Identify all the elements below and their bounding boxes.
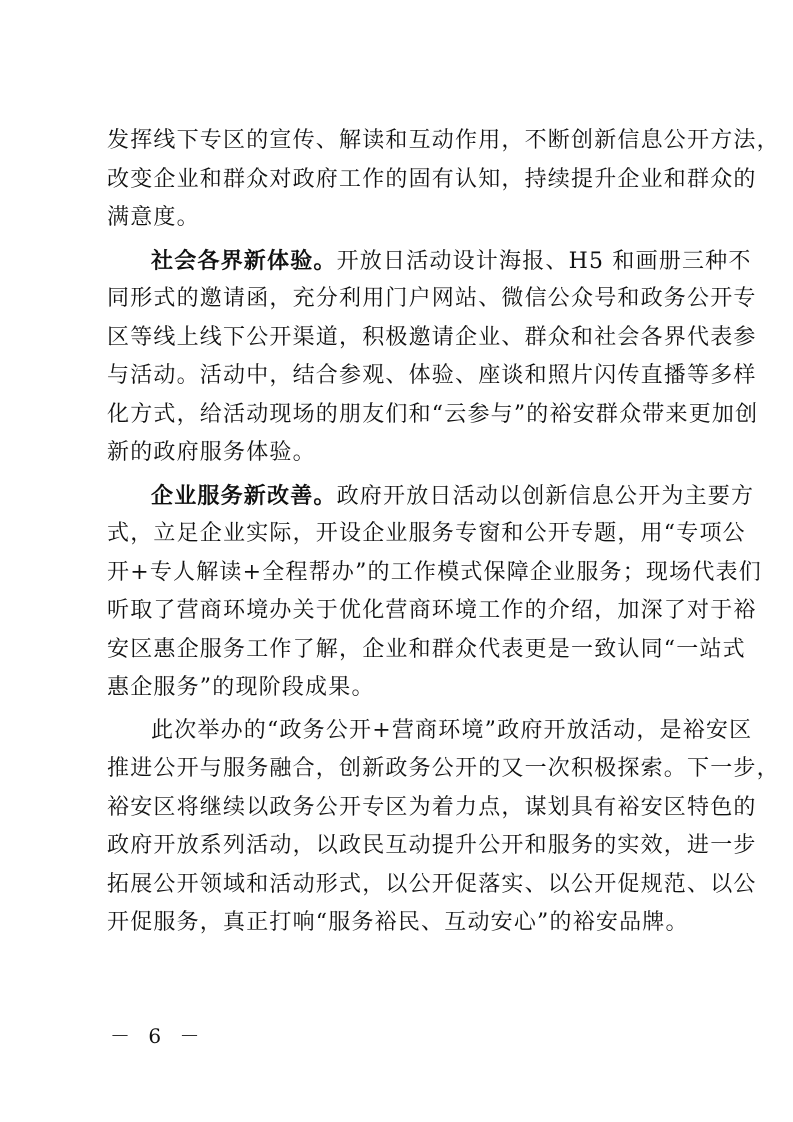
paragraph-3-line-1-text: 政府开放日活动以创新信息公开为主要方: [336, 483, 755, 509]
document-body: [107, 122, 780, 943]
paragraph-4-line-4: 政府开放系列活动，以政民互动提升公开和服务的实效，进一步: [107, 833, 757, 858]
paragraph-3-line-4: 听取了营商环境办关于优化营商环境工作的介绍，加深了对于裕: [107, 598, 757, 623]
paragraph-4-line-5: 拓展公开领域和活动形式，以公开促落实、以公开促规范、以公: [107, 871, 757, 897]
paragraph-1-line-1: 发挥线下专区的宣传、解读和互动作用，不断创新信息公开方法，: [107, 128, 780, 153]
paragraph-3-line-1: [107, 477, 755, 516]
paragraph-3-line-2: 式，立足企业实际，开设企业服务专窗和公开专题，用“专项公: [107, 521, 746, 546]
paragraph-2-line-4: 与活动。活动中，结合参观、体验、座谈和照片闪传直播等多样: [107, 363, 757, 388]
paragraph-2-line-2: 同形式的邀请函，充分利用门户网站、微信公众号和政务公开专: [107, 286, 757, 311]
paragraph-2-line-1-text: 开放日活动设计海报、H5 和画册三种不: [336, 248, 752, 274]
paragraph-2-line-3: 区等线上线下公开渠道，积极邀请企业、群众和社会各界代表参: [107, 324, 757, 350]
paragraph-2-line-1: [107, 242, 752, 281]
paragraph-4-line-6: 开促服务，真正打响“服务裕民、互动安心”的裕安品牌。: [107, 910, 689, 935]
paragraph-2-line-5: 化方式，给活动现场的朋友们和“云参与”的裕安群众带来更加创: [107, 401, 759, 427]
paragraph-2-heading: 社会各界新体验。: [151, 247, 337, 274]
paragraph-3-line-5: 安区惠企服务工作了解，企业和群众代表更是一致认同“一站式: [107, 636, 746, 662]
paragraph-4-line-3: 裕安区将继续以政务公开专区为着力点，谋划具有裕安区特色的: [107, 794, 757, 820]
paragraph-4-line-1: 此次举办的“政务公开+营商环境”政府开放活动，是裕安区: [151, 717, 753, 743]
paragraph-4-line-2: 推进公开与服务融合，创新政务公开的又一次积极探索。下一步，: [107, 756, 780, 781]
paragraph-1-line-3: 满意度。: [107, 205, 200, 230]
page-number: － 6 －: [110, 1024, 206, 1048]
paragraph-3-line-6: 惠企服务”的现阶段成果。: [107, 675, 375, 700]
paragraph-1-line-2: 改变企业和群众对政府工作的固有认知，持续提升企业和群众的: [107, 166, 757, 192]
paragraph-3-heading: 企业服务新改善。: [151, 482, 337, 509]
paragraph-3-line-3: 开+专人解读+全程帮办”的工作模式保障企业服务；现场代表们: [107, 559, 762, 585]
paragraph-2-line-6: 新的政府服务体验。: [107, 440, 316, 465]
